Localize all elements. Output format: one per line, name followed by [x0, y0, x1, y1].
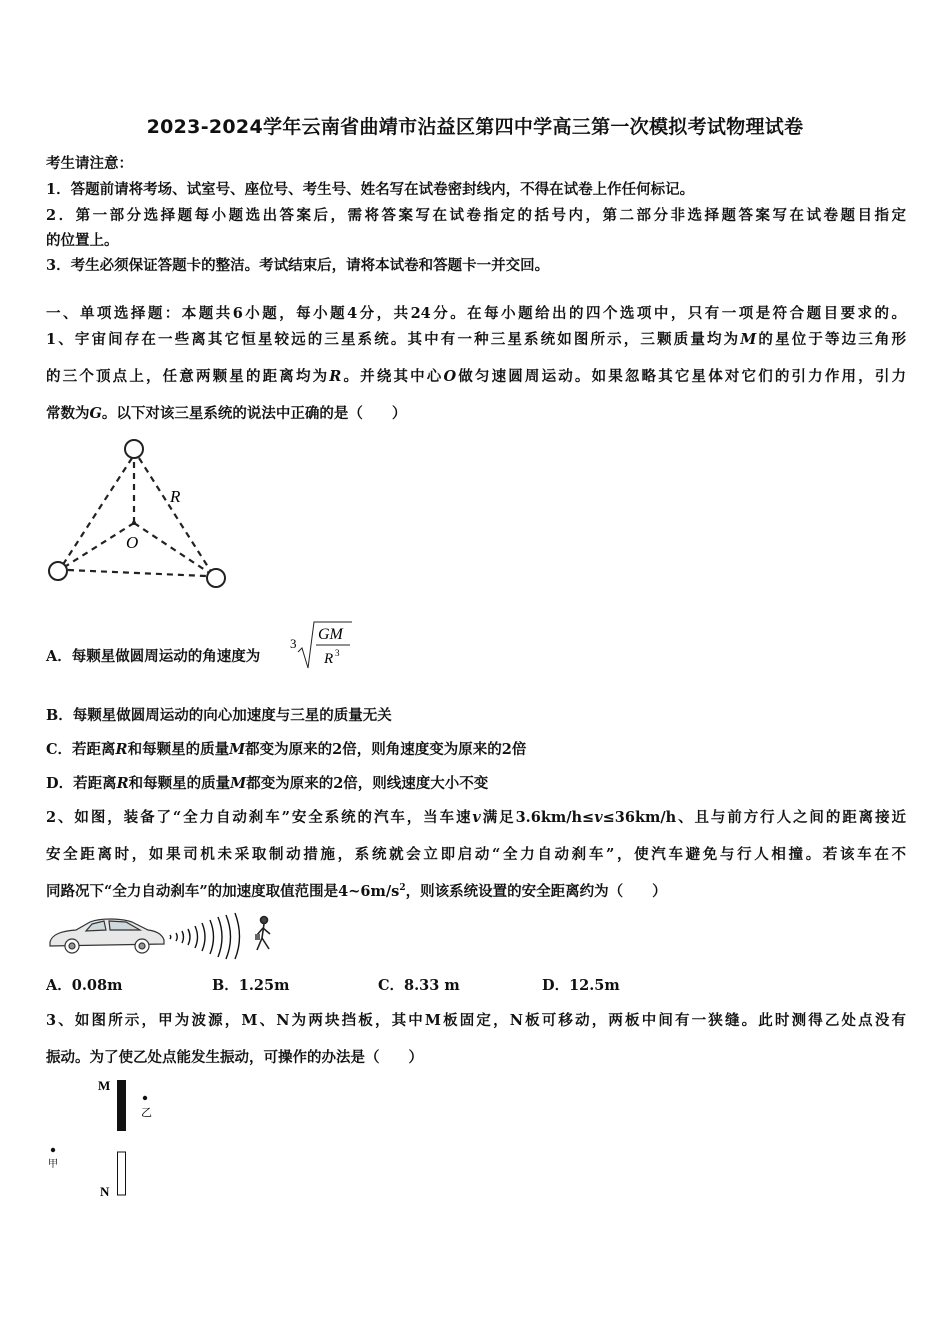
q1-variable: G: [89, 405, 102, 422]
q1-text: 做匀速圆周运动。如果忽略其它星体对它们的引力作用，引力: [456, 368, 906, 385]
label-jia: 甲: [48, 1159, 58, 1170]
radar-waves-icon: [170, 913, 240, 959]
q1-text: 和每颗星的质量: [127, 741, 230, 758]
q2-option-b: B．1.25m: [212, 977, 290, 994]
q2-line-2: 安全距离时，如果司机未采取制动措施，系统就会立即启动“全力自动刹车”，使汽车避免与行人相撞。若该车在不: [46, 846, 906, 863]
q1-variable: M: [229, 741, 246, 758]
notice-item-3: 3．考生必须保证答题卡的整洁。考试结束后，请将本试卷和答题卡一并交回。: [46, 257, 550, 274]
car-icon: [50, 919, 164, 953]
q1-text: D．若距离: [46, 775, 117, 792]
q2-text: 2、如图，装备了“全力自动刹车”安全系统的汽车，当车速: [46, 809, 473, 826]
notice-item-1: 1．答题前请将考场、试室号、座位号、考生号、姓名写在试卷密封线内，不得在试卷上作任何标记。: [46, 181, 695, 198]
label-N: N: [100, 1184, 110, 1199]
q2-text: 同路况下“全力自动刹车”的加速度取值范围是4~6m/s: [46, 883, 400, 900]
q2-variable: v: [594, 809, 603, 826]
label-O: O: [126, 533, 139, 552]
q1-text: 。以下对该三星系统的说法中正确的是（ ）: [101, 405, 407, 422]
wave-barrier-figure: [44, 1074, 174, 1204]
star-right: [207, 569, 225, 587]
q1-text: 的三个顶点上，任意两颗星的距离均为: [46, 368, 330, 385]
q2-variable: v: [472, 809, 481, 826]
q2-text: ≤36km/h、且与前方行人之间的距离接近: [602, 809, 906, 826]
root-index: 3: [290, 636, 297, 651]
barrier-M: [117, 1080, 126, 1131]
three-star-figure: [40, 430, 240, 600]
denominator: R: [324, 651, 334, 667]
notice-item-2-line-2: 的位置上。: [46, 232, 119, 249]
point-jia: [51, 1148, 55, 1152]
point-yi: [143, 1096, 147, 1100]
triangle-edge: [139, 458, 210, 570]
q1-variable: R: [115, 741, 128, 758]
star-left: [49, 562, 67, 580]
notice-heading: 考生请注意：: [46, 155, 133, 172]
q1-text: C．若距离: [46, 741, 116, 758]
notice-item-2-line-1: 2．第一部分选择题每小题选出答案后，需将答案写在试卷指定的括号内，第二部分非选择题答案写在试卷题目指定: [46, 207, 906, 224]
q1-line-1: [46, 328, 906, 349]
q2-option-d: D．12.5m: [542, 977, 620, 994]
q1-text: 1、宇宙间存在一些离其它恒星较远的三星系统。其中有一种三星系统如图所示，三颗质量均为: [46, 331, 741, 348]
q1-line-3: [46, 402, 906, 423]
q1-text: 和每颗星的质量: [128, 775, 231, 792]
q1-option-b: B．每颗星做圆周运动的向心加速度与三星的质量无关: [46, 707, 392, 724]
q1-text: 的星位于等边三角形: [756, 331, 907, 348]
q1-variable: M: [740, 331, 757, 348]
label-R: R: [170, 487, 181, 506]
label-yi: 乙: [141, 1106, 152, 1119]
q1-text: 都变为原来的2倍，则线速度大小不变: [246, 775, 489, 792]
center-point: [132, 521, 136, 525]
median-line: [134, 523, 208, 572]
section-1-heading: 一、单项选择题：本题共6小题，每小题4分，共24分。在每小题给出的四个选项中，只有一项是符合题目要求的。: [46, 305, 906, 322]
q1-line-2: [46, 365, 906, 386]
q2-line-3: [46, 880, 906, 901]
q1-variable: M: [230, 775, 247, 792]
q2-superscript: 2: [399, 883, 406, 894]
label-M: M: [98, 1078, 111, 1093]
triangle-edge: [68, 570, 206, 576]
omega-formula: [288, 618, 358, 672]
triangle-edge: [62, 458, 132, 566]
q1-variable: R: [329, 368, 342, 385]
car-braking-figure: [46, 910, 286, 958]
numerator: GM: [318, 626, 343, 643]
q2-option-c: C．8.33 m: [378, 977, 460, 994]
q1-text: 常数为: [46, 405, 90, 422]
q2-option-a: A．0.08m: [46, 977, 123, 994]
q1-variable: O: [443, 368, 457, 385]
star-top: [125, 440, 143, 458]
exam-title: 2023-2024学年云南省曲靖市沾益区第四中学高三第一次模拟考试物理试卷: [146, 116, 804, 138]
q1-option-c: [46, 738, 526, 759]
q1-text: 。并绕其中心: [341, 368, 444, 385]
q3-line-2: 振动。为了使乙处点能发生振动，可操作的办法是（ ）: [46, 1049, 423, 1066]
exponent: 3: [335, 648, 340, 658]
q2-line-1: [46, 806, 906, 827]
q1-option-a: A．每颗星做圆周运动的角速度为: [46, 648, 261, 665]
q1-text: 都变为原来的2倍，则角速度变为原来的2倍: [245, 741, 527, 758]
q1-variable: R: [116, 775, 129, 792]
pedestrian-icon: [255, 917, 270, 951]
q2-text: ，则该系统设置的安全距离约为（ ）: [405, 883, 667, 900]
q1-option-d: [46, 772, 488, 793]
barrier-N: [118, 1152, 126, 1195]
q3-line-1: 3、如图所示，甲为波源，M、N为两块挡板，其中M板固定，N板可移动，两板中间有一狭缝。此时测得乙处点没有: [46, 1012, 906, 1029]
q2-text: 满足3.6km/h≤: [480, 809, 595, 826]
